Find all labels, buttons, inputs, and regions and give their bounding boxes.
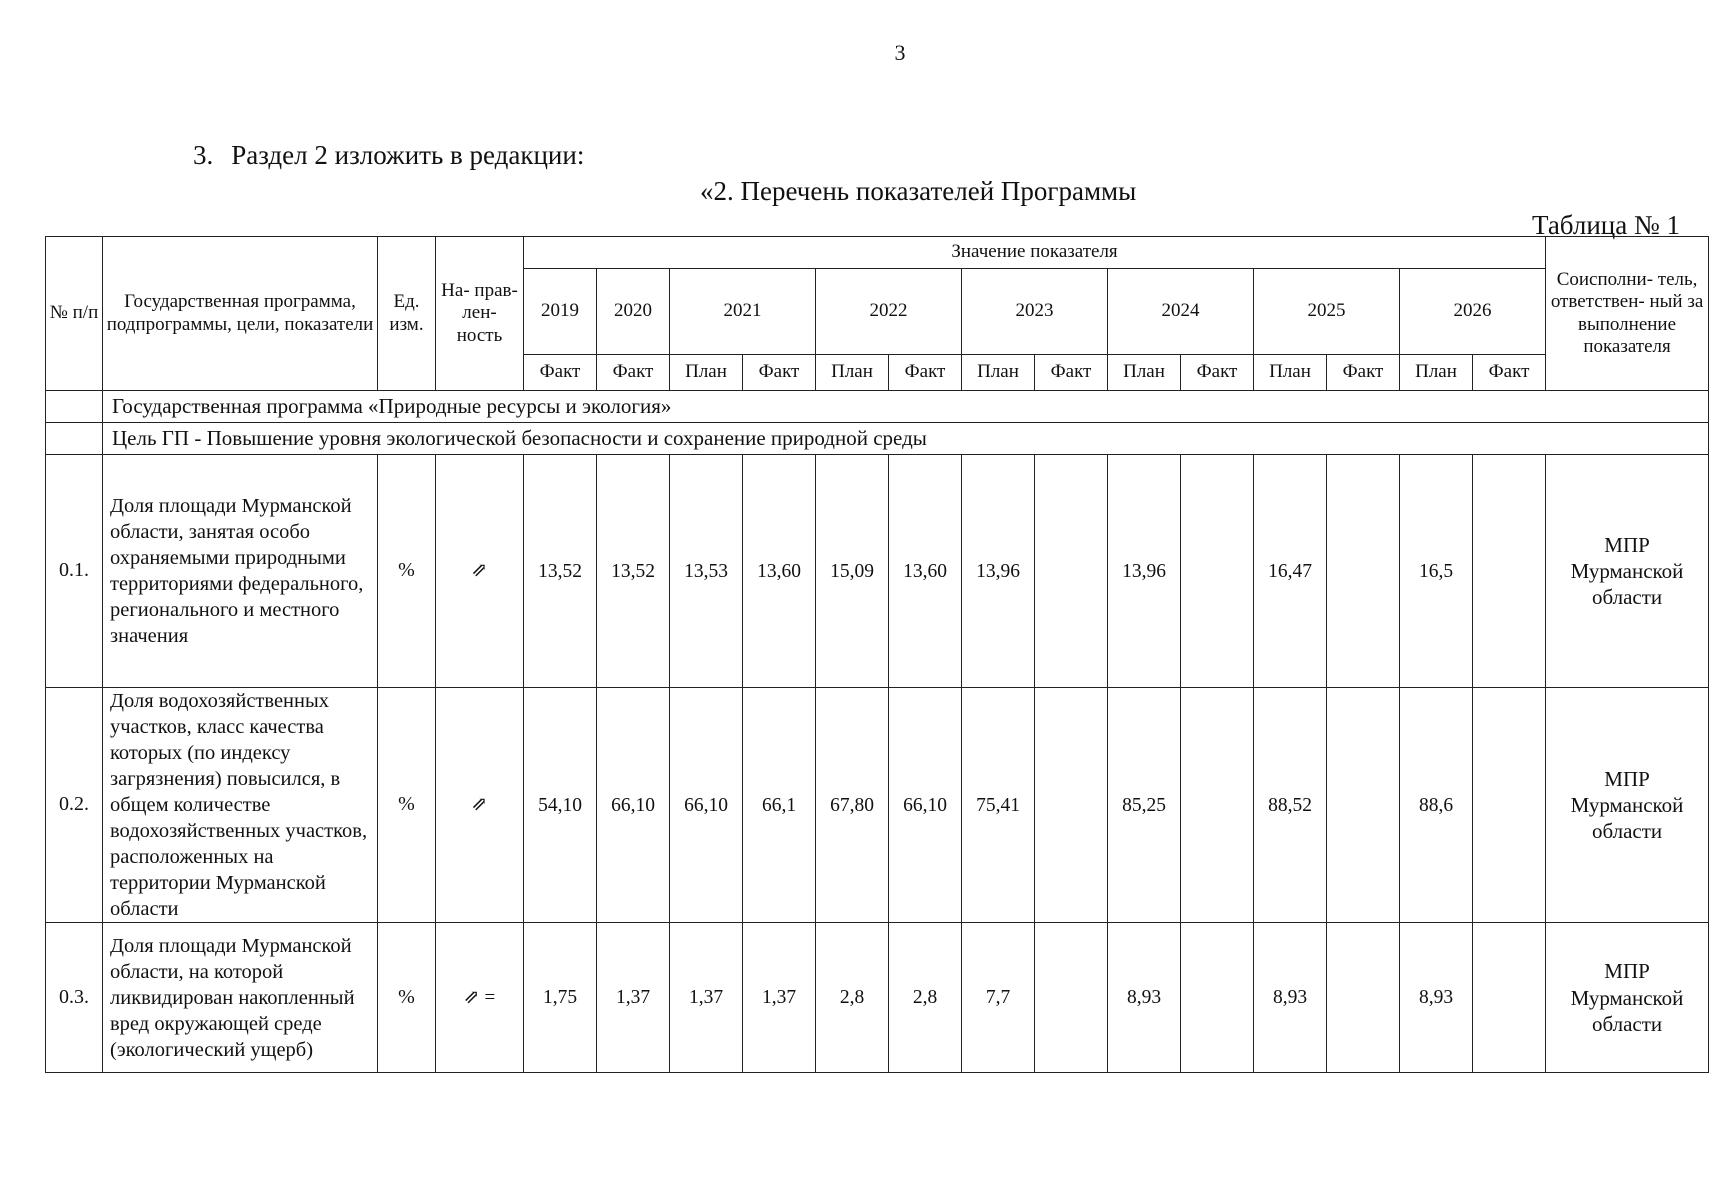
table-row bbox=[46, 455, 1709, 688]
indicators-table bbox=[45, 236, 1709, 1073]
row-num: 0.3. bbox=[46, 923, 103, 1073]
header-plan: План bbox=[962, 355, 1035, 391]
value-2019-fact: 13,52 bbox=[524, 455, 597, 688]
value-2023-plan: 75,41 bbox=[962, 688, 1035, 923]
header-fact: Факт bbox=[1473, 355, 1546, 391]
value-2024-plan: 13,96 bbox=[1108, 455, 1181, 688]
goal-row: Цель ГП - Повышение уровня экологической безопасности и сохранение природной среды bbox=[103, 423, 1709, 455]
header-year: 2023 bbox=[962, 269, 1108, 355]
table-label: Таблица № 1 bbox=[1532, 210, 1680, 240]
value-2026-fact bbox=[1473, 923, 1546, 1073]
header-direction: На- прав- лен- ность bbox=[436, 237, 524, 391]
value-2025-fact bbox=[1327, 455, 1400, 688]
value-2025-plan: 8,93 bbox=[1254, 923, 1327, 1073]
value-2022-fact: 66,10 bbox=[889, 688, 962, 923]
header-fact: Факт bbox=[1181, 355, 1254, 391]
header-year: 2026 bbox=[1400, 269, 1546, 355]
header-fact: Факт bbox=[597, 355, 670, 391]
page-number: 3 bbox=[894, 40, 906, 65]
header-plan: План bbox=[1108, 355, 1181, 391]
value-2024-plan: 85,25 bbox=[1108, 688, 1181, 923]
responsible-party: МПР Мурманской области bbox=[1546, 688, 1709, 923]
value-2025-plan: 88,52 bbox=[1254, 688, 1327, 923]
value-2025-fact bbox=[1327, 923, 1400, 1073]
value-2026-fact bbox=[1473, 455, 1546, 688]
value-2026-fact bbox=[1473, 688, 1546, 923]
value-2022-fact: 2,8 bbox=[889, 923, 962, 1073]
header-plan: План bbox=[670, 355, 743, 391]
row-num: 0.2. bbox=[46, 688, 103, 923]
header-fact: Факт bbox=[889, 355, 962, 391]
goal-row-num bbox=[46, 423, 103, 455]
header-plan: План bbox=[1254, 355, 1327, 391]
value-2024-plan: 8,93 bbox=[1108, 923, 1181, 1073]
value-2023-fact bbox=[1035, 688, 1108, 923]
value-2021-fact: 1,37 bbox=[743, 923, 816, 1073]
program-row: Государственная программа «Природные ресурсы и экология» bbox=[103, 391, 1709, 423]
value-2025-plan: 16,47 bbox=[1254, 455, 1327, 688]
direction-arrow-icon: ⇗ = bbox=[436, 923, 524, 1073]
header-year: 2019 bbox=[524, 269, 597, 355]
value-2021-fact: 66,1 bbox=[743, 688, 816, 923]
row-num: 0.1. bbox=[46, 455, 103, 688]
header-fact: Факт bbox=[1035, 355, 1108, 391]
value-2019-fact: 1,75 bbox=[524, 923, 597, 1073]
indicator-name: Доля площади Мурманской области, на которой ликвидирован накопленный вред окружающей среде (экологический ущерб) bbox=[103, 923, 378, 1073]
header-plan: План bbox=[1400, 355, 1473, 391]
value-2020-fact: 13,52 bbox=[597, 455, 670, 688]
value-2024-fact bbox=[1181, 455, 1254, 688]
row-unit: % bbox=[378, 455, 436, 688]
value-2020-fact: 1,37 bbox=[597, 923, 670, 1073]
value-2021-plan: 66,10 bbox=[670, 688, 743, 923]
value-2023-plan: 13,96 bbox=[962, 455, 1035, 688]
value-2021-fact: 13,60 bbox=[743, 455, 816, 688]
header-value-group: Значение показателя bbox=[524, 237, 1546, 269]
header-year: 2021 bbox=[670, 269, 816, 355]
header-responsible: Соисполни- тель, ответствен- ный за выполнение показателя bbox=[1546, 237, 1709, 391]
value-2026-plan: 88,6 bbox=[1400, 688, 1473, 923]
value-2021-plan: 1,37 bbox=[670, 923, 743, 1073]
direction-arrow-icon: ⇗ bbox=[436, 455, 524, 688]
responsible-party: МПР Мурманской области bbox=[1546, 455, 1709, 688]
section-heading bbox=[193, 140, 584, 171]
header-year: 2022 bbox=[816, 269, 962, 355]
value-2023-fact bbox=[1035, 923, 1108, 1073]
header-plan: План bbox=[816, 355, 889, 391]
value-2023-plan: 7,7 bbox=[962, 923, 1035, 1073]
heading-number: 3. bbox=[193, 140, 214, 170]
value-2026-plan: 16,5 bbox=[1400, 455, 1473, 688]
header-fact: Факт bbox=[743, 355, 816, 391]
value-2022-plan: 2,8 bbox=[816, 923, 889, 1073]
table-title: «2. Перечень показателей Программы bbox=[700, 176, 1137, 206]
value-2024-fact bbox=[1181, 688, 1254, 923]
value-2019-fact: 54,10 bbox=[524, 688, 597, 923]
header-num: № п/п bbox=[46, 237, 103, 391]
value-2022-plan: 67,80 bbox=[816, 688, 889, 923]
value-2023-fact bbox=[1035, 455, 1108, 688]
value-2025-fact bbox=[1327, 688, 1400, 923]
value-2020-fact: 66,10 bbox=[597, 688, 670, 923]
value-2022-fact: 13,60 bbox=[889, 455, 962, 688]
table-row bbox=[46, 688, 1709, 923]
header-year: 2020 bbox=[597, 269, 670, 355]
header-unit: Ед. изм. bbox=[378, 237, 436, 391]
direction-arrow-icon: ⇗ bbox=[436, 688, 524, 923]
row-unit: % bbox=[378, 688, 436, 923]
indicator-name: Доля площади Мурманской области, занятая особо охраняемыми природными территориями федерального, регионального и местного значения bbox=[103, 455, 378, 688]
header-year: 2025 bbox=[1254, 269, 1400, 355]
table-row bbox=[46, 923, 1709, 1073]
row-unit: % bbox=[378, 923, 436, 1073]
program-row-num bbox=[46, 391, 103, 423]
value-2024-fact bbox=[1181, 923, 1254, 1073]
responsible-party: МПР Мурманской области bbox=[1546, 923, 1709, 1073]
header-year: 2024 bbox=[1108, 269, 1254, 355]
header-fact: Факт bbox=[1327, 355, 1400, 391]
value-2022-plan: 15,09 bbox=[816, 455, 889, 688]
indicator-name: Доля водохозяйственных участков, класс качества которых (по индексу загрязнения) повысился, в общем количестве водохозяйственных участков, расположенных на территории Мурманской области bbox=[103, 688, 378, 923]
heading-text: Раздел 2 изложить в редакции: bbox=[231, 140, 585, 170]
header-program: Государственная программа, подпрограммы, цели, показатели bbox=[103, 237, 378, 391]
value-2021-plan: 13,53 bbox=[670, 455, 743, 688]
header-fact: Факт bbox=[524, 355, 597, 391]
value-2026-plan: 8,93 bbox=[1400, 923, 1473, 1073]
